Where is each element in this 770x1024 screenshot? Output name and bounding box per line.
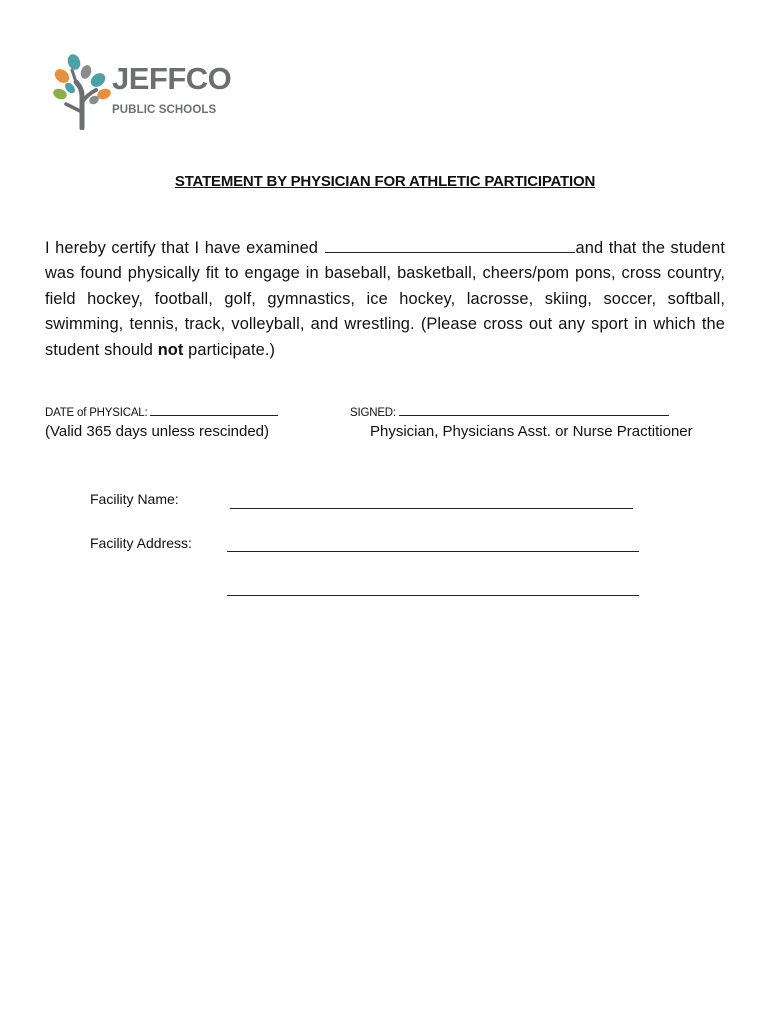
facility-address-label: Facility Address: <box>90 535 192 551</box>
certification-paragraph <box>45 236 725 363</box>
facility-address-field-line-1[interactable] <box>227 551 639 552</box>
jeffco-logo <box>52 54 242 134</box>
date-of-physical-label: DATE of PHYSICAL: <box>45 407 148 419</box>
certify-emphasis: not <box>157 340 184 359</box>
validity-note: (Valid 365 days unless rescinded) <box>45 423 270 440</box>
certify-end: participate.) <box>188 340 276 359</box>
tree-logo-icon <box>52 54 112 130</box>
signature-field[interactable] <box>399 404 669 416</box>
facility-name-label: Facility Name: <box>90 491 179 507</box>
facility-name-field[interactable] <box>230 508 633 509</box>
logo-name: JEFFCO <box>112 61 232 96</box>
signed-row <box>350 404 669 419</box>
form-title: STATEMENT BY PHYSICIAN FOR ATHLETIC PARTICIPATION <box>174 173 596 190</box>
student-name-field[interactable] <box>325 237 575 253</box>
date-of-physical-field[interactable] <box>150 404 278 416</box>
certify-intro: I hereby certify that I have examined <box>45 239 319 257</box>
logo-subtitle: PUBLIC SCHOOLS <box>112 104 217 116</box>
signed-label: SIGNED: <box>350 407 396 419</box>
certify-rest: and that the student was found physically fit to engage in baseball, basketball, cheers/pom pons, cross country, field hockey, football, golf, gymnastics, ice hockey, lacrosse, skiing, soccer, softball, swimming, tennis, track, volleyball, and wrestling. (Please cross out any sport in which the student should <box>45 239 726 359</box>
facility-address-field-line-2[interactable] <box>227 595 639 596</box>
signer-note: Physician, Physicians Asst. or Nurse Practitioner <box>370 423 693 440</box>
date-of-physical-row <box>45 404 278 419</box>
